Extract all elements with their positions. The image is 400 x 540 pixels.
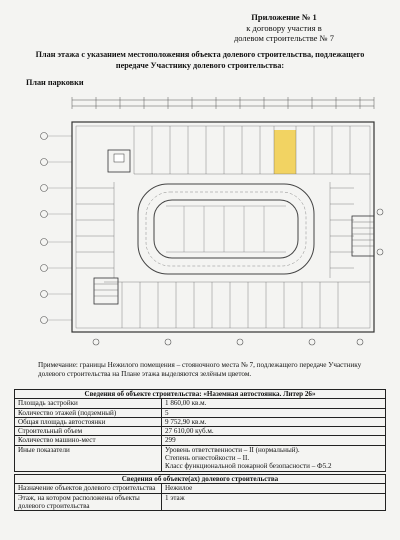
table-row: [15, 484, 386, 493]
row-label: Строительный объем: [15, 427, 162, 436]
row-label: Этаж, на котором расположены объекты долевого строительства: [15, 493, 162, 511]
table-row: [15, 399, 386, 408]
parking-floor-plan: [34, 92, 386, 350]
row-label: Общая площадь автостоянки: [15, 417, 162, 426]
table-row: [15, 427, 386, 436]
row-value: 5: [162, 408, 386, 417]
row-value: 299: [162, 436, 386, 445]
appendix-line-1: к договору участия в: [246, 22, 322, 33]
row-value: 1 860,00 кв.м.: [162, 399, 386, 408]
building-info-table: [14, 389, 386, 472]
row-label: Иные показатели: [15, 445, 162, 471]
building-info-header: Сведения об объекте строительства: «Наземная автостоянка. Литер 26»: [15, 390, 386, 399]
plan-title-line-2: передаче Участнику долевого строительства:: [115, 60, 285, 70]
row-value: 27 610,00 куб.м.: [162, 427, 386, 436]
row-label: Количество этажей (подземный): [15, 408, 162, 417]
row-label: Назначение объектов долевого строительства: [15, 484, 162, 493]
other-value-3: Класс функциональной пожарной безопасности – Ф5.2: [165, 462, 332, 471]
table-row: [15, 408, 386, 417]
table-row: [15, 436, 386, 445]
plan-note: Примечание: границы Нежилого помещения – стояночного места № 7, подлежащего передаче Участнику долевого строительства на Плане этажа выделяются зелёным цветом.: [38, 361, 362, 378]
object-info-header: Сведения об объекте(ах) долевого строительства: [15, 475, 386, 484]
row-label: Площадь застройки: [15, 399, 162, 408]
appendix-title: Приложение № 1: [251, 12, 317, 22]
plan-subtitle: План парковки: [26, 78, 84, 87]
table-row: [15, 445, 386, 471]
highlighted-parking-space: [274, 130, 296, 174]
object-info-table: [14, 474, 386, 511]
row-value: 1 этаж: [162, 493, 386, 511]
table-row: [15, 493, 386, 511]
row-value: [162, 445, 386, 471]
plan-title-line-1: План этажа с указанием местоположения объекта долевого строительства, подлежащего: [35, 50, 365, 59]
row-label: Количество машино-мест: [15, 436, 162, 445]
row-value: Нежилое: [162, 484, 386, 493]
plan-title: [20, 50, 380, 71]
other-value-1: Уровень ответственности – II (нормальный).: [165, 445, 300, 454]
row-value: 9 752,90 кв.м.: [162, 417, 386, 426]
other-value-2: Степень огнестойкости – II.: [165, 454, 250, 463]
appendix-line-2: долевом строительстве № 7: [233, 33, 335, 43]
table-row: [15, 417, 386, 426]
appendix-block: [224, 12, 344, 44]
